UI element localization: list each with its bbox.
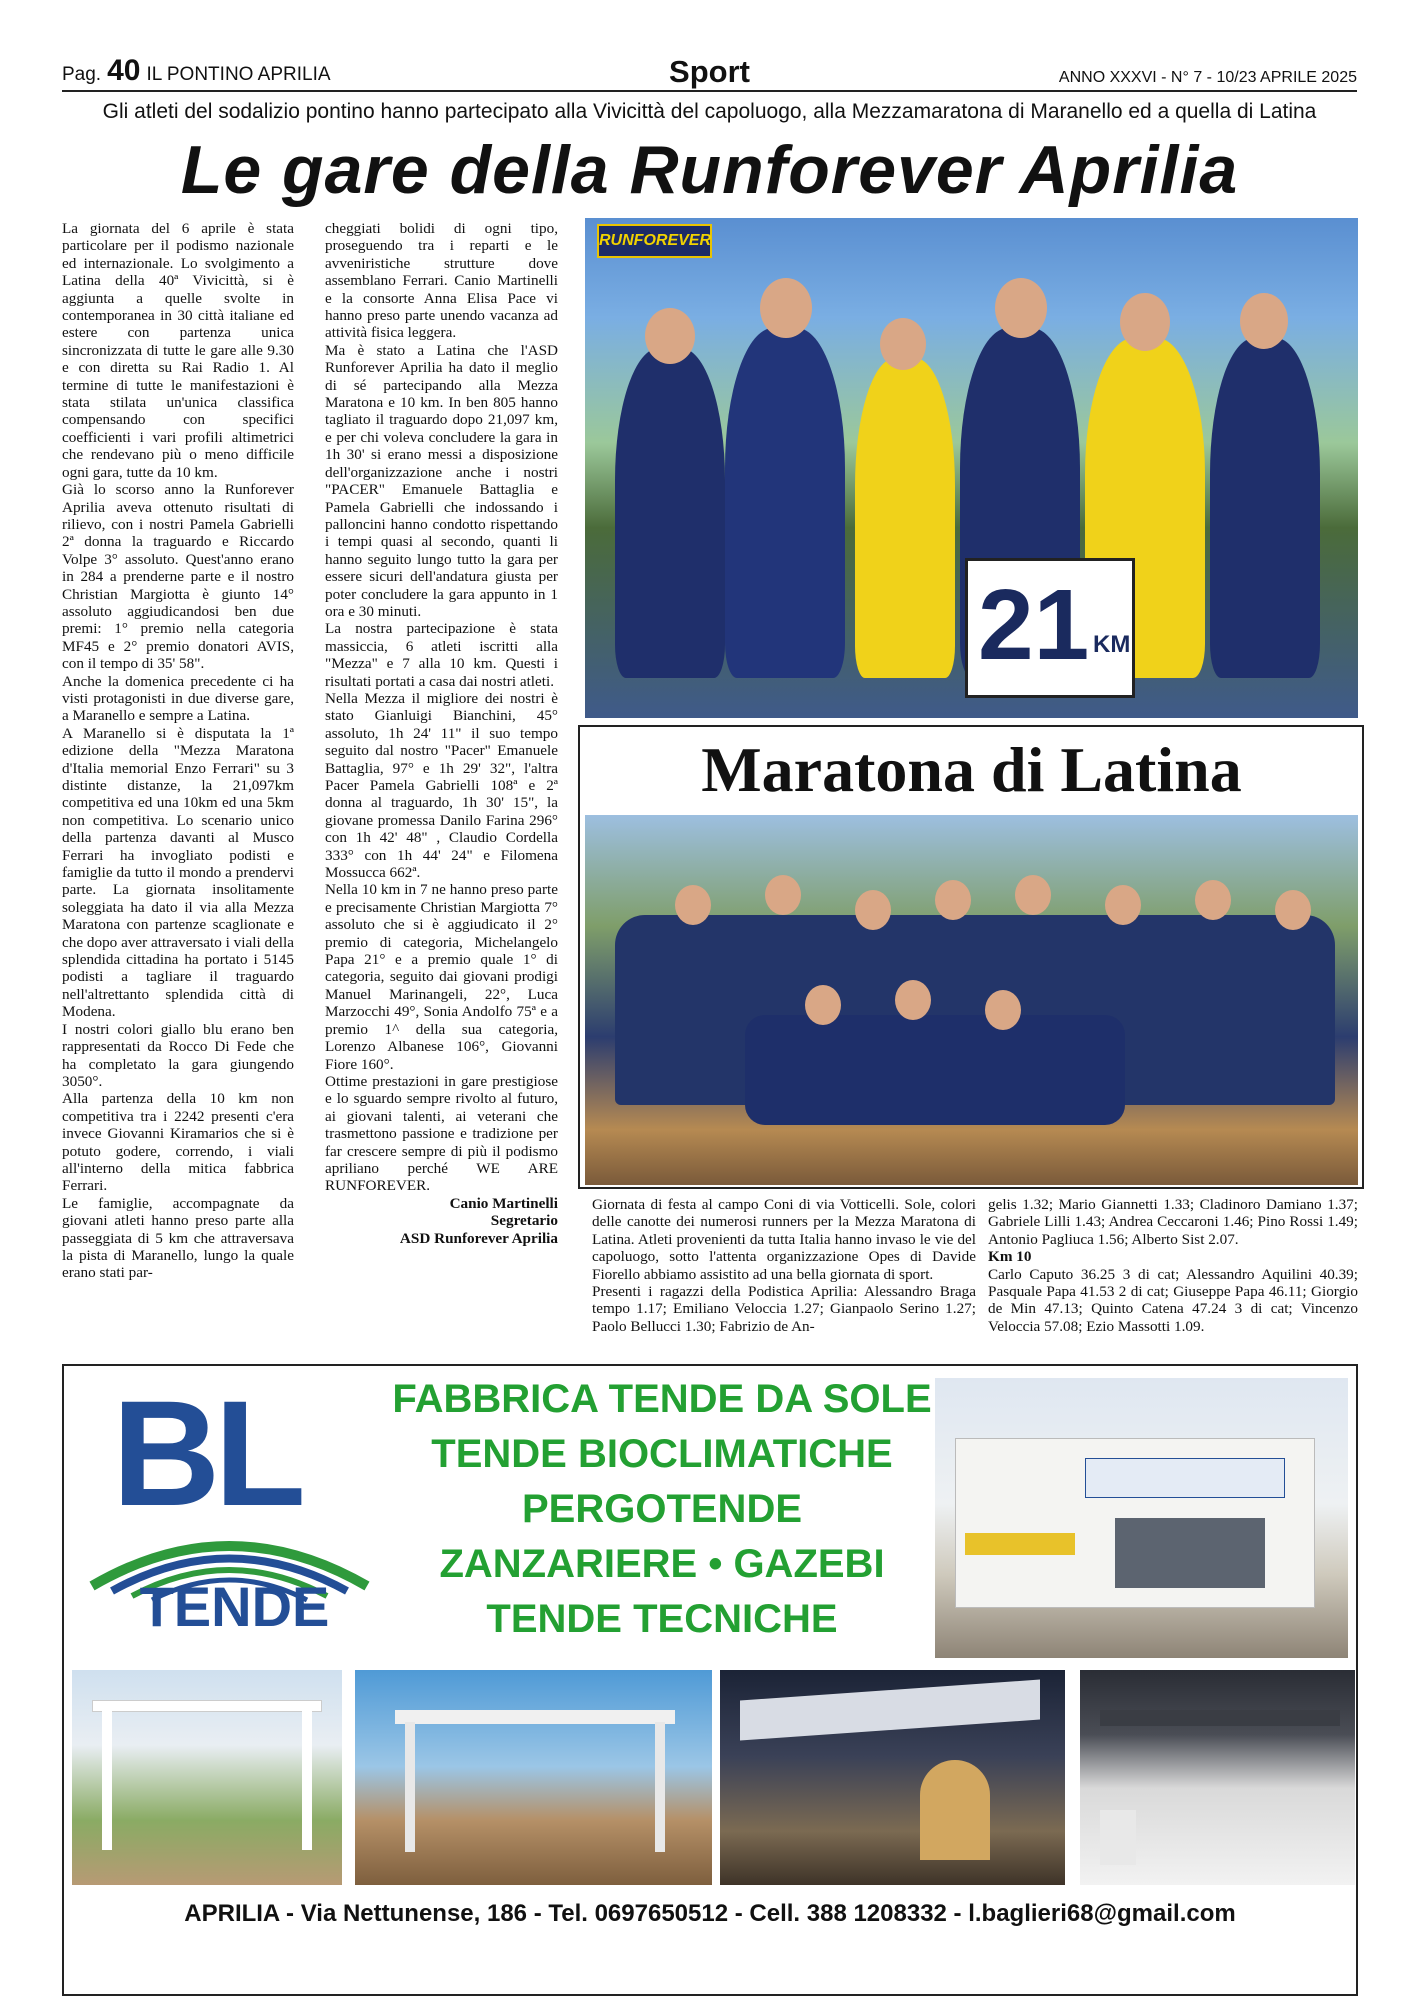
signature-org: ASD Runforever Aprilia — [399, 1229, 558, 1247]
caption-paragraph: gelis 1.32; Mario Giannetti 1.33; Cladinoro Damiano 1.37; Gabriele Lilli 1.43; Andrea Ceccaroni 1.46; Pino Rossi 1.49; Antonio Pagliuca 1.56; Alberto Sist 2.07. — [988, 1196, 1358, 1248]
athlete-head — [855, 890, 891, 930]
athlete-head — [935, 880, 971, 920]
athlete-head — [675, 885, 711, 925]
athlete-figure — [615, 348, 725, 678]
paragraph: cheggiati bolidi di ogni tipo, proseguendo tra i reparti e le avveniristiche strutture dove assemblano Ferrari. Canio Martinelli e la consorte Anna Elisa Pace vi hanno preso parte unendo vacanza ad attività fisica leggera. — [325, 220, 558, 342]
distance-sign-unit: KM — [1093, 631, 1131, 658]
athlete-figure — [855, 358, 955, 678]
awning-canopy — [740, 1680, 1040, 1741]
caption-paragraph: Giornata di festa al campo Coni di via Votticelli. Sole, colori delle canotte dei numerosi runners per la Mezza Maratona di Latina. Atleti provenienti da tutta Italia hanno invaso le vie del capoluogo, sotto l'attenta organizzazione Opes di Davide Fiorello abbiamo assistito ad una bella giornata di sport. — [592, 1196, 976, 1283]
km10-label: Km 10 — [988, 1248, 1032, 1266]
athlete-head — [1275, 890, 1311, 930]
paragraph: Anche la domenica precedente ci ha visti protagonisti in due diverse gare, a Maranello e sempre a Latina. — [62, 672, 294, 725]
distance-sign-number: 21 — [978, 569, 1090, 681]
pag-label: Pag. — [62, 64, 102, 85]
athlete-figure — [1210, 338, 1320, 678]
pergola-structure — [92, 1700, 322, 1712]
shop-sign — [1085, 1458, 1285, 1498]
ad-line: FABBRICA TENDE DA SOLE — [392, 1377, 932, 1421]
athlete-head — [1105, 885, 1141, 925]
caption-column-2 — [988, 1196, 1358, 1335]
paragraph: Nella Mezza il migliore dei nostri è stato Gianluigi Bianchini, 45° assoluto, 1h 24' 11" il suo tempo seguito dal nostro "Pacer" Emanuele Battaglia, 97° e 1h 29' 32", l'altra Pacer Pamela Gabrielli 108ª e 2ª donna al traguardo, 1h 30' 15", la giovane promessa Danilo Farina 296° con 1h 42' 48" , Claudio Cordella 333° con 1h 44' 24" e Filomena Mossucca 662ª. — [325, 689, 558, 882]
page-header — [62, 54, 1357, 92]
athlete-figure — [725, 328, 845, 678]
paragraph: Già lo scorso anno la Runforever Aprilia aveva ottenuto risultati di rilievo, con i nostri Pamela Gabrielli 2ª donna la traguardo e Riccardo Volpe 3° assoluto. Quest'anno erano in 284 a prenderne parte e il nostro Christian Margiotta è giunto 14° assoluto aggiudicandosi ben due premi: 1° premio nella categoria MF45 e 2° premio donatori AVIS, con il tempo di 35' 58". — [62, 481, 294, 673]
runforever-banner: RUNFOREVER — [597, 224, 712, 258]
awning — [965, 1533, 1075, 1555]
athlete-head — [1120, 293, 1170, 351]
pergola-post — [102, 1710, 112, 1850]
athlete-head — [645, 308, 695, 364]
bl-tende-logo — [82, 1369, 377, 1650]
team-photo-runforever — [585, 218, 1358, 718]
athlete-head — [760, 278, 812, 338]
publication-name: IL PONTINO APRILIA — [146, 64, 331, 85]
km10-results: Carlo Caputo 36.25 3 di cat; Alessandro Aquilini 40.39; Pasquale Papa 41.53 2 di cat; Giuseppe Papa 46.11; Giorgio de Min 47.13; Quinto Catena 47.24 3 di cat; Vincenzo Veloccia 57.08; Ezio Massotti 1.09. — [988, 1265, 1358, 1335]
logo-letters: BL — [112, 1369, 300, 1537]
paragraph: Ma è stato a Latina che l'ASD Runforever Aprilia ha dato il meglio di sé partecipando alla Mezza Maratona e 10 km. In ben 805 hanno tagliato il traguardo dopo 21,097 km, e per chi voleva concludere la gara in 1h 30' si erano messi a disposizione dell'organizzazione anche i nostri "PACER" Emanuele Battaglia e Pamela Gabrielli che indossando i palloncini hanno condotto rispettando i tempi quasi al secondo, quanti li hanno seguito lungo tutto la gara per essere sicuri dell'andatura giusta per poter concludere la gara appunto in 1 ora e 30 minuti. — [325, 341, 558, 620]
paragraph: Le famiglie, accompagnate da giovani atleti hanno preso parte alla passeggiata di 5 km che attraversava la pista di Maranello, lungo la quale erano stati par- — [62, 1194, 294, 1282]
modern-house-photo — [1080, 1670, 1355, 1885]
window — [1115, 1518, 1265, 1588]
box-title: Maratona di Latina — [701, 734, 1242, 805]
paragraph: Nella 10 km in 7 ne hanno preso parte e precisamente Christian Margiotta 7° assoluto che si è aggiudicato il 2° premio di categoria, Michelangelo Papa 21° e a premio quale 1° di categoria, seguito dai giovani prodigi Manuel Marinangeli, 22°, Luca Marzocchi 49°, Sonia Andolfo 75ª e a premio 1^ della sua categoria, Lorenzo Albanese 106°, Giovanni Fiore 160°. — [325, 881, 558, 1073]
canopy — [1100, 1710, 1340, 1726]
athlete-head — [985, 990, 1021, 1030]
ad-line: TENDE TECNICHE — [486, 1597, 838, 1641]
pergola-post — [302, 1710, 312, 1850]
athlete-head — [805, 985, 841, 1025]
distance-sign — [965, 558, 1135, 698]
shop-front-photo — [935, 1378, 1348, 1658]
ad-line: PERGOTENDE — [521, 1487, 803, 1531]
ad-line: ZANZARIERE • GAZEBI — [439, 1542, 885, 1586]
lit-doorway — [920, 1760, 990, 1860]
plant-pot — [1100, 1810, 1136, 1865]
pergola-post — [655, 1722, 665, 1852]
athlete-head — [1195, 880, 1231, 920]
athlete-head — [895, 980, 931, 1020]
paragraph: La nostra partecipazione è stata massiccia, 6 atleti iscritti alla "Mezza" e 7 alla 10 km. Questi i risultati portati a casa dai nostri atleti. — [325, 620, 558, 690]
caption-paragraph: Presenti i ragazzi della Podistica Aprilia: Alessandro Braga tempo 1.17; Emiliano Veloccia 1.27; Gianpaolo Serino 1.27; Paolo Bellucci 1.30; Fabrizio de An- — [592, 1283, 976, 1335]
athlete-head — [1015, 875, 1051, 915]
signature-role: Segretario — [490, 1212, 558, 1230]
ad-line: TENDE BIOCLIMATICHE — [431, 1432, 893, 1476]
pergola-post — [405, 1722, 415, 1852]
paragraph: Alla partenza della 10 km non competitiva tra i 2242 presenti c'era invece Giovanni Kiramarios che si è potuto godere, correndo, i viali all'interno della mitica fabbrica Ferrari. — [62, 1090, 294, 1195]
pergola-photo-1 — [72, 1670, 342, 1885]
athlete-head — [765, 875, 801, 915]
paragraph: A Maranello si è disputata la 1ª edizione della "Mezza Maratona d'Italia memorial Enzo Ferrari" su 3 distinte distanze, la 21,097km competitiva ed una 10km ed una 5km non competitiva. Lo scenario unico della partenza davanti al Musco Ferrari ha invogliato podisti e famiglie da tutto il mondo a prendervi parte. La giornata insolitamente soleggiata ha dato il via alla Mezza Maratona con partenze scaglionate e che dopo aver attraversato i viali della splendida cittadina ha portato i 5145 podisti a tagliare il traguardo nell'altrettanto splendida città di Modena. — [62, 724, 294, 1021]
paragraph: Ottime prestazioni in gare prestigiose e lo sguardo sempre rivolto al futuro, ai giovani talenti, ai veterani che trasmettono passione e tradizione per far crescere sempre di più il podismo apriliano perché WE ARE RUNFOREVER. — [325, 1072, 558, 1195]
paragraph: La giornata del 6 aprile è stata particolare per il podismo nazionale ed internazionale. Lo svolgimento a Latina della 40ª Vivicittà, si è aggiunta a quelle svolte in contemporanea in 30 città italiane ed estere con partenza unica sincronizzata di tutte le gare alle 9.30 e con diretta su Rai Radio 1. Al termine di tutte le manifestazioni è stata stilata un'unica classifica compensando con specifici coefficienti i vari profili altimetrici che rendevano più o meno difficile ogni gara, tutte da 10 km. — [62, 220, 294, 481]
athlete-head — [880, 318, 926, 370]
section-title: Sport — [669, 54, 750, 89]
article-column-2 — [325, 220, 558, 1247]
headline: Le gare della Runforever Aprilia — [180, 132, 1239, 208]
awning-night-photo — [720, 1670, 1065, 1885]
group-photo-maratona — [585, 815, 1358, 1185]
subheadline: Gli atleti del sodalizio pontino hanno partecipato alla Vivicittà del capoluogo, alla Mezzamaratona di Maranello ed a quella di Latina — [102, 100, 1317, 123]
paragraph: I nostri colori giallo blu erano ben rappresentati da Rocco Di Fede che ha completato la gara giungendo 3050°. — [62, 1020, 294, 1090]
pergola-photo-2 — [355, 1670, 712, 1885]
ad-services-list — [392, 1372, 932, 1647]
pergola-roof — [395, 1710, 675, 1724]
athlete-head — [1240, 293, 1288, 349]
page-number: 40 — [107, 54, 141, 87]
signature-name: Canio Martinelli — [449, 1194, 558, 1212]
issue-info: ANNO XXXVI - N° 7 - 10/23 APRILE 2025 — [1058, 69, 1357, 86]
ad-contact-line: APRILIA - Via Nettunense, 186 - Tel. 0697650512 - Cell. 388 1208332 - l.baglieri68@gmail.com — [184, 1900, 1236, 1927]
logo-tende-text: TENDE — [139, 1575, 330, 1638]
group-crowd-front — [745, 1015, 1125, 1125]
article-column-1 — [62, 220, 294, 1282]
athlete-head — [995, 278, 1047, 338]
caption-column-1 — [592, 1196, 976, 1335]
